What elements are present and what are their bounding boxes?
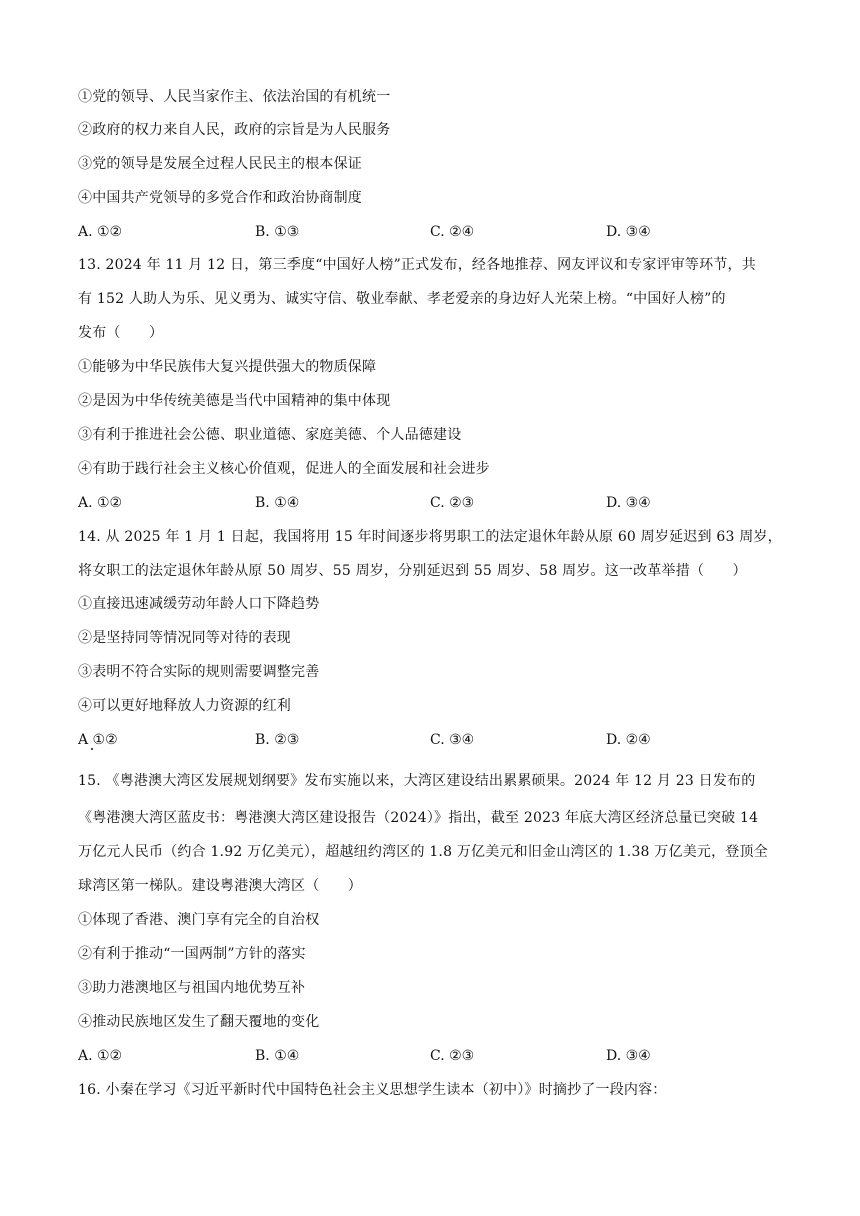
q14-stem-line-2: 将女职工的法定退休年龄从原 50 周岁、55 周岁，分别延迟到 55 周岁、58 周岁。这一改革举措（ ） (78, 563, 747, 579)
q14-option-c: C. ③④ (430, 732, 475, 748)
q13-stem-line-3: 发布（ ） (78, 325, 164, 341)
q16-stem-line-1: 16. 小秦在学习《习近平新时代中国特色社会主义思想学生读本（初中）》时摘抄了一段内容： (78, 1082, 667, 1098)
q12-choice-1: ①党的领导、人民当家作主、依法治国的有机统一 (78, 89, 391, 105)
q15-choice-2: ②有利于推动“一国两制”方针的落实 (78, 946, 306, 962)
q13-option-a: A. ①② (78, 495, 123, 511)
q15-stem-line-3: 万亿元人民币（约合 1.92 万亿美元），超越纽约湾区的 1.8 万亿美元和旧金山湾区的 1.38 万亿美元，登顶全 (78, 844, 768, 860)
q13-option-d: D. ③④ (606, 495, 651, 511)
q14-stem-line-1: 14. 从 2025 年 1 月 1 日起，我国将用 15 年时间逐步将男职工的法定退休年龄从原 60 周岁延迟到 63 周岁， (78, 529, 782, 545)
q12-options (78, 222, 782, 242)
q15-stem-line-4: 球湾区第一梯队。建设粤港澳大湾区（ ） (78, 878, 362, 894)
q13-choice-1: ①能够为中华民族伟大复兴提供强大的物质保障 (78, 359, 377, 375)
q14-choice-1: ①直接迅速减缓劳动年龄人口下降趋势 (78, 596, 320, 612)
stray-dot-mark (91, 748, 93, 750)
q13-choice-4: ④有助于践行社会主义核心价值观，促进人的全面发展和社会进步 (78, 461, 490, 477)
q13-stem-line-2: 有 152 人助人为乐、见义勇为、诚实守信、敬业奉献、孝老爱亲的身边好人光荣上榜。“中国好人榜”的 (78, 291, 726, 307)
q13-option-c: C. ②③ (430, 495, 475, 511)
q12-choice-2: ②政府的权力来自人民，政府的宗旨是为人民服务 (78, 122, 391, 138)
q15-choice-3: ③助力港澳地区与祖国内地优势互补 (78, 980, 306, 996)
q12-choice-4: ④中国共产党领导的多党合作和政治协商制度 (78, 190, 362, 206)
q14-options (78, 730, 782, 750)
q14-option-d: D. ②④ (606, 732, 651, 748)
q15-options (78, 1046, 782, 1066)
q12-option-a: A. ①② (78, 224, 123, 240)
q15-stem-line-2: 《粤港澳大湾区蓝皮书：粤港澳大湾区建设报告（2024）》指出，截至 2023 年底大湾区经济总量已突破 14 (78, 810, 759, 826)
q13-option-b: B. ①④ (255, 495, 300, 511)
q15-stem-line-1: 15. 《粤港澳大湾区发展规划纲要》发布实施以来，大湾区建设结出累累硕果。2024 年 12 月 23 日发布的 (78, 773, 756, 789)
q13-choice-3: ③有利于推进社会公德、职业道德、家庭美德、个人品德建设 (78, 427, 462, 443)
q15-choice-4: ④推动民族地区发生了翻天覆地的变化 (78, 1014, 320, 1030)
q15-option-d: D. ③④ (606, 1048, 651, 1064)
q14-option-b: B. ②③ (255, 732, 300, 748)
q13-stem-line-1: 13. 2024 年 11 月 12 日，第三季度“中国好人榜”正式发布，经各地推荐、网友评议和专家评审等环节，共 (78, 257, 756, 273)
q14-choice-4: ④可以更好地释放人力资源的红利 (78, 698, 291, 714)
q12-choice-3: ③党的领导是发展全过程人民民主的根本保证 (78, 156, 362, 172)
q15-option-a: A. ①② (78, 1048, 123, 1064)
q13-options (78, 493, 782, 513)
q14-option-a: A ①② (78, 732, 118, 748)
q15-option-b: B. ①④ (255, 1048, 300, 1064)
q12-option-b: B. ①③ (255, 224, 300, 240)
q15-choice-1: ①体现了香港、澳门享有完全的自治权 (78, 912, 320, 928)
q14-choice-2: ②是坚持同等情况同等对待的表现 (78, 630, 291, 646)
q12-option-c: C. ②④ (430, 224, 475, 240)
q14-choice-3: ③表明不符合实际的规则需要调整完善 (78, 664, 320, 680)
q15-option-c: C. ②③ (430, 1048, 475, 1064)
q13-choice-2: ②是因为中华传统美德是当代中国精神的集中体现 (78, 393, 391, 409)
q12-option-d: D. ③④ (606, 224, 651, 240)
